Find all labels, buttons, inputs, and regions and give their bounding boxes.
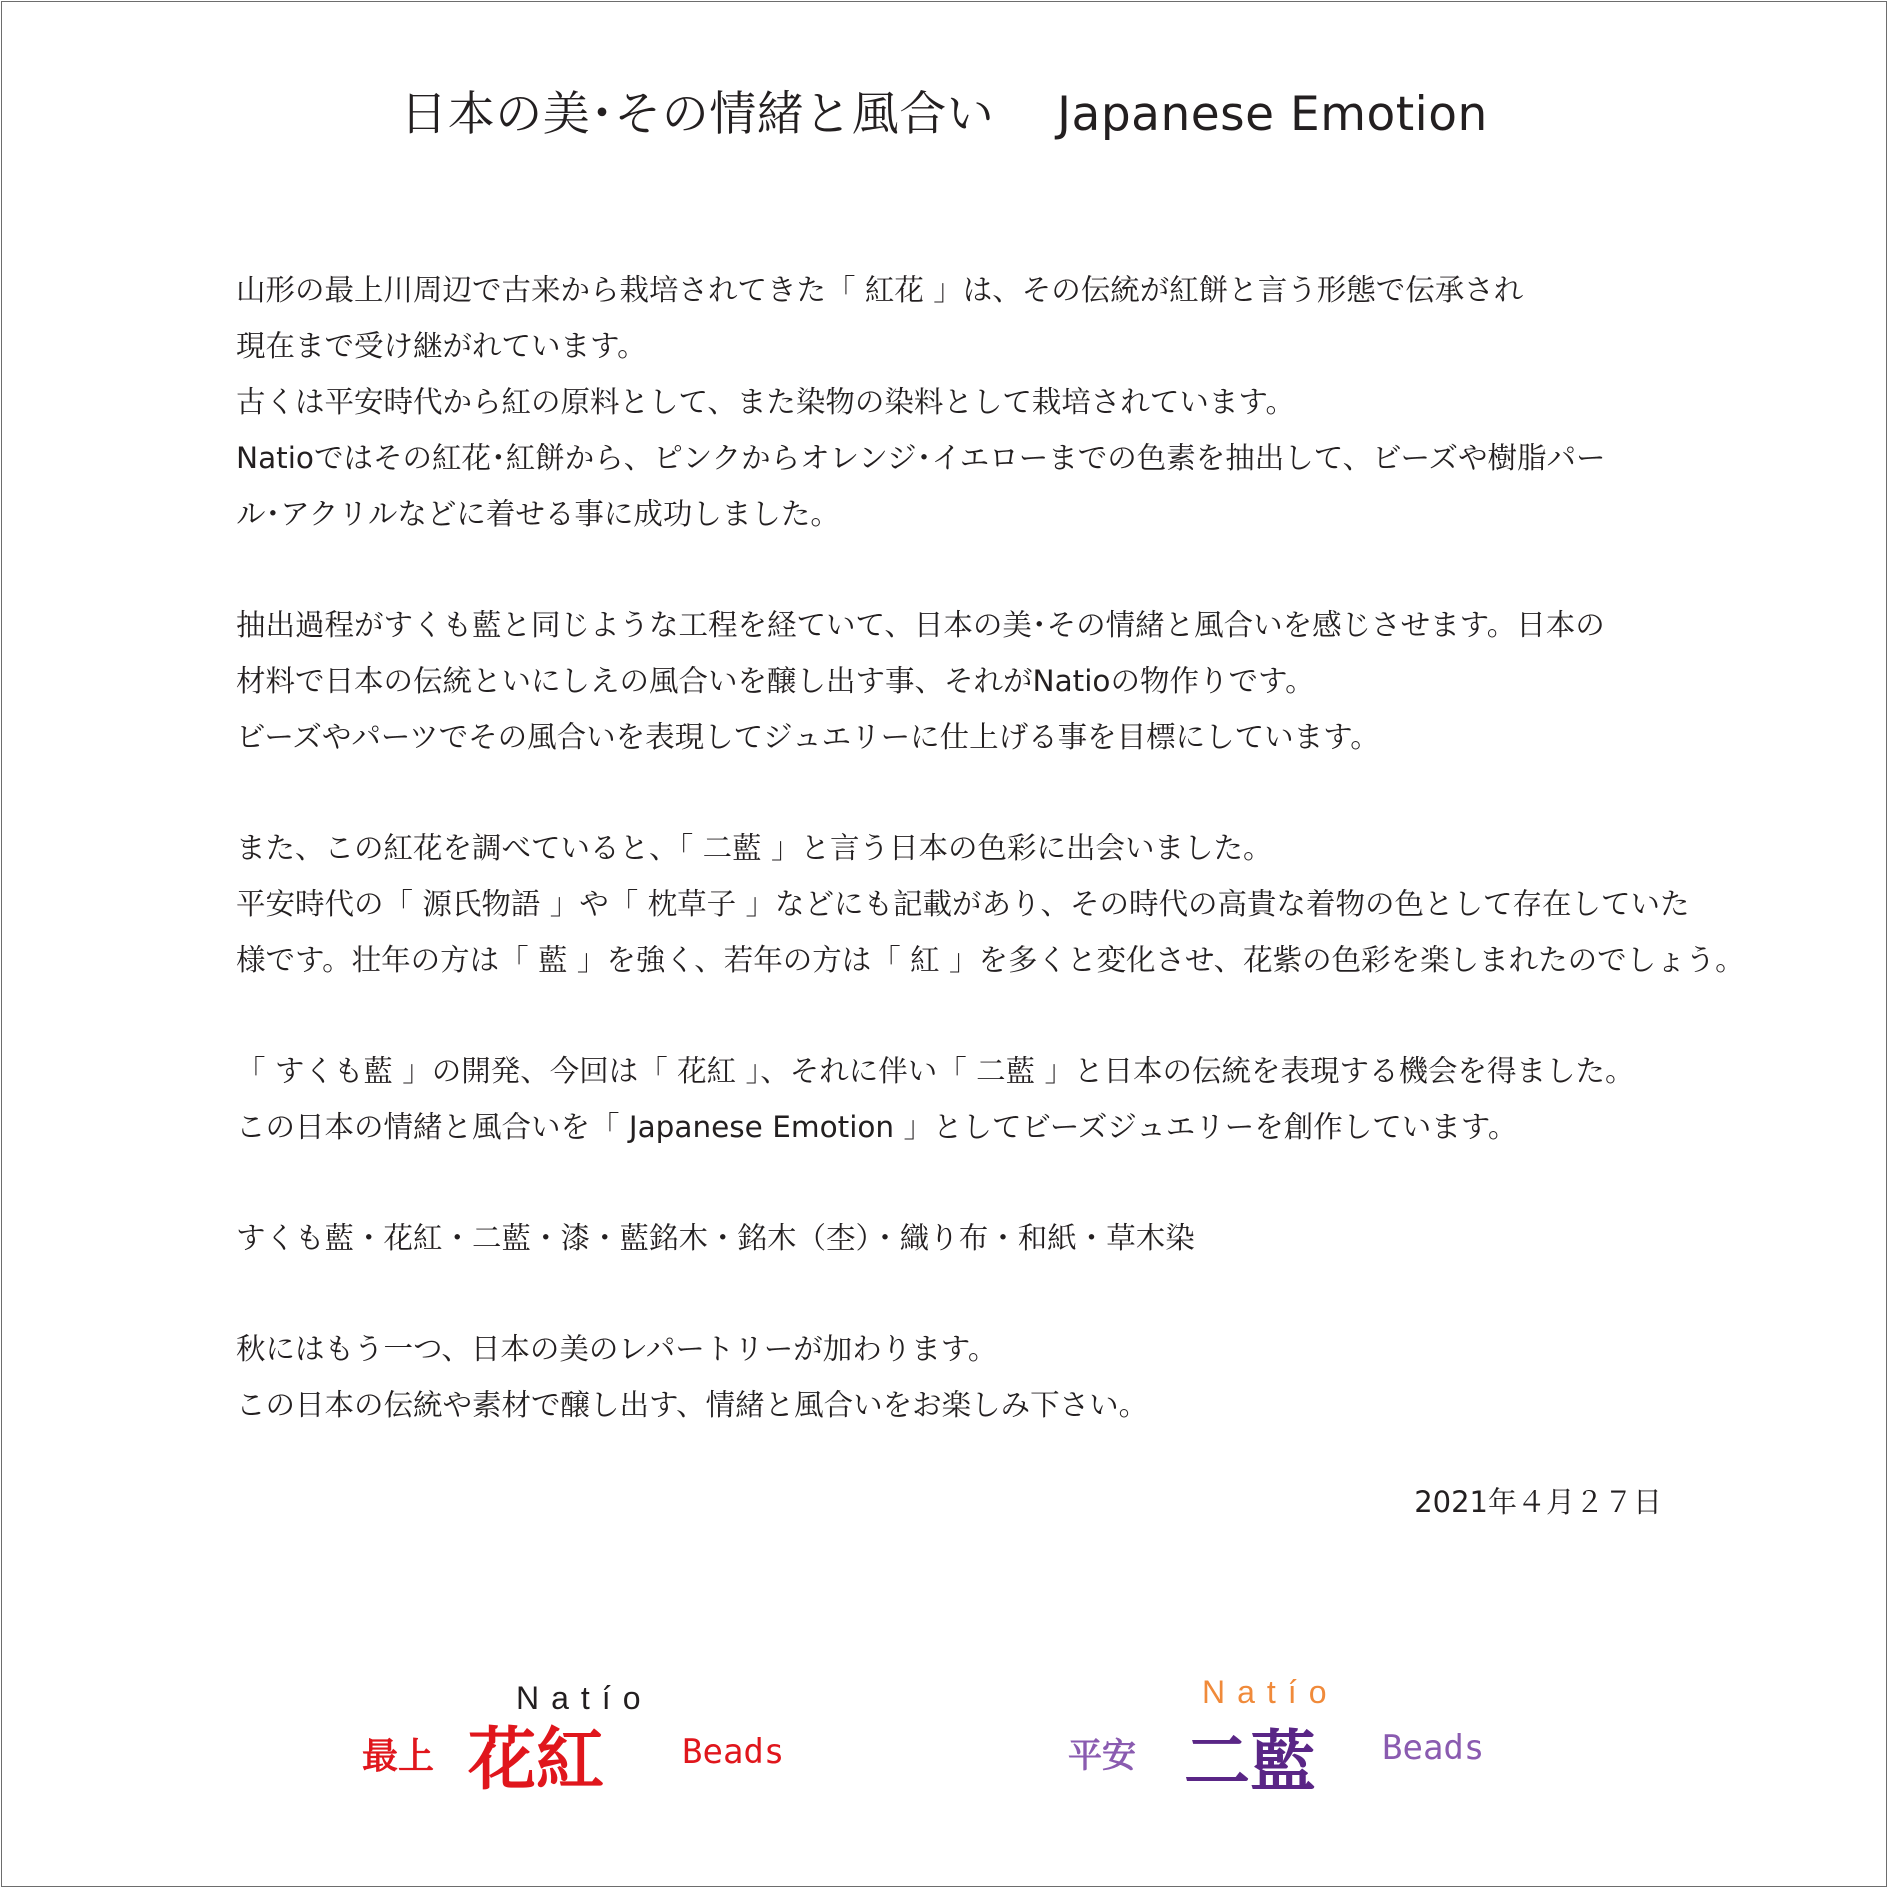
- paragraph-process: [236, 597, 1686, 765]
- logo-prefix: 最上: [362, 1736, 435, 1777]
- logo-main: 二藍: [1184, 1722, 1316, 1800]
- paragraph-materials: [236, 1210, 1686, 1266]
- logo-brand-natio: Natío: [1202, 1674, 1339, 1710]
- text-line: 古くは平安時代から紅の原料として、また染物の染料として栽培されています。: [236, 385, 1296, 419]
- paragraph-futaai: [236, 820, 1745, 988]
- logo-mogami-koubeni: [362, 1680, 802, 1800]
- text-line: 秋にはもう一つ、日本の美のレパートリーが加わります。: [236, 1332, 998, 1366]
- paragraph-benibana: [236, 262, 1686, 542]
- text-line: この日本の伝統や素材で醸し出す、情緒と風合いをお楽しみ下さい。: [236, 1388, 1149, 1422]
- page-title: 日本の美･その情緒と風合い Japanese Emotion: [400, 87, 1488, 142]
- text-line: 材料で日本の伝統といにしえの風合いを醸し出す事、それがNatioの物作りです。: [236, 664, 1315, 698]
- logo-main: 花紅: [468, 1720, 605, 1800]
- text-line: 平安時代の「 源氏物語 」や「 枕草子 」などにも記載があり、その時代の高貴な着物の色として存在していた: [236, 887, 1690, 921]
- text-line: 様です。壮年の方は「 藍 」を強く、若年の方は「 紅 」を多くと変化させ、花紫の色彩を楽しまれたのでしょう。: [236, 943, 1745, 977]
- text-line: 現在まで受け継がれています。: [236, 329, 647, 363]
- paragraph-development: [236, 1043, 1686, 1155]
- text-line: また、この紅花を調べていると、「 二藍 」と言う日本の色彩に出会いました。: [236, 831, 1273, 865]
- text-line: ル･アクリルなどに着せる事に成功しました。: [236, 497, 840, 531]
- logo-heian-futaai: [1068, 1674, 1508, 1800]
- paragraph-closing: [236, 1321, 1686, 1433]
- text-line: Natioではその紅花･紅餅から、ピンクからオレンジ･イエローまでの色素を抽出して、ビーズや樹脂パー: [236, 441, 1606, 475]
- text-line: すくも藍・花紅・二藍・漆・藍銘木・銘木（杢）・織り布・和紙・草木染: [236, 1221, 1195, 1255]
- text-line: 山形の最上川周辺で古来から栽培されてきた「 紅花 」は、その伝統が紅餅と言う形態で伝承され: [236, 273, 1524, 307]
- logo-suffix: Beads: [682, 1732, 785, 1772]
- text-line: 「 すくも藍 」の開発、今回は「 花紅 」、それに伴い「 二藍 」と日本の伝統を表現する機会を得ました。: [236, 1054, 1635, 1088]
- body-text: [236, 262, 1745, 1433]
- logo-brand-natio: Natío: [516, 1680, 653, 1716]
- logo-suffix: Beads: [1382, 1728, 1485, 1768]
- text-line: ビーズやパーツでその風合いを表現してジュエリーに仕上げる事を目標にしています。: [236, 720, 1380, 754]
- text-line: 抽出過程がすくも藍と同じような工程を経ていて、日本の美･その情緒と風合いを感じさせます。日本の: [236, 608, 1605, 642]
- text-line: この日本の情緒と風合いを「 Japanese Emotion 」としてビーズジュエリーを創作しています。: [236, 1110, 1518, 1144]
- logo-prefix: 平安: [1068, 1736, 1136, 1776]
- date: 2021年４月２７日: [1414, 1485, 1662, 1519]
